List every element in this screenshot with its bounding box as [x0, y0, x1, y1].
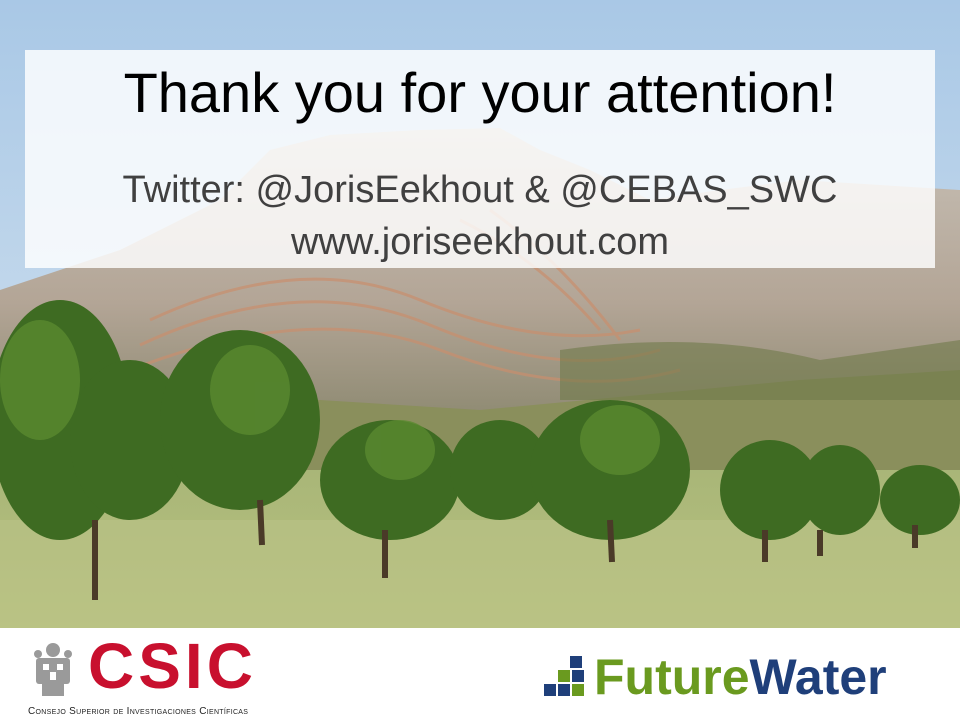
csic-wordmark: CSIC	[88, 630, 257, 702]
csic-logo	[22, 630, 332, 717]
csic-subtitle: Consejo Superior de Investigaciones Científicas	[28, 706, 249, 717]
footer-logos	[0, 628, 960, 720]
futurewater-logo	[540, 644, 945, 708]
futurewater-wordmark	[594, 648, 887, 706]
futurewater-blocks-icon	[540, 656, 588, 700]
futurewater-water: Water	[749, 649, 887, 705]
csic-emblem-icon	[28, 640, 78, 702]
website-url: www.joriseekhout.com	[290, 221, 670, 263]
slide-title: Thank you for your attention!	[123, 61, 837, 124]
twitter-handles: Twitter: @JorisEekhout & @CEBAS_SWC	[122, 169, 838, 211]
futurewater-future: Future	[594, 649, 750, 705]
